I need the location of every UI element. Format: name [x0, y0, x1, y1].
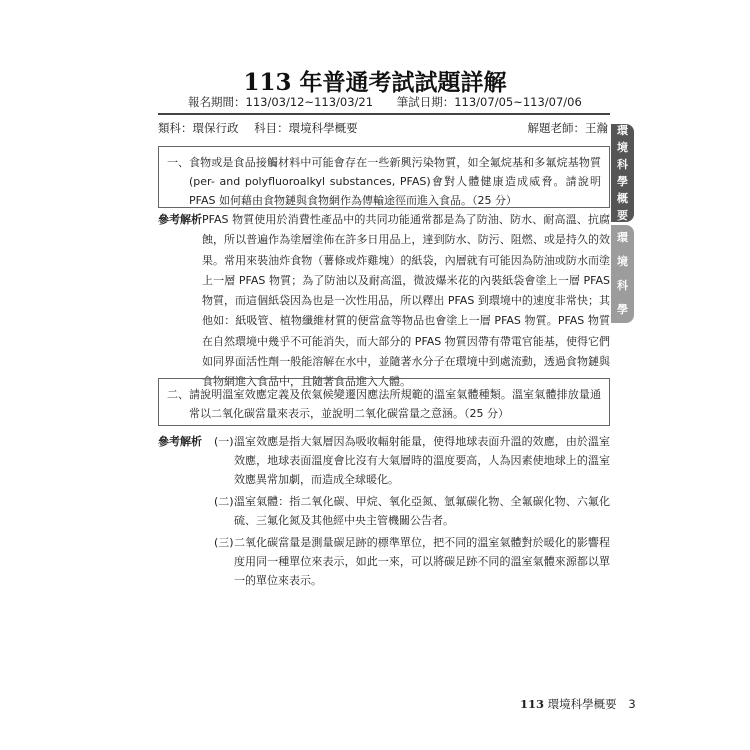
page-footer	[520, 696, 636, 712]
category: 類科：環保行政	[158, 121, 239, 135]
registration-period: 報名期間：113/03/12~113/03/21	[188, 95, 374, 109]
question-box-2	[158, 378, 610, 426]
answer-text: PFAS 物質使用於消費性產品中的共同功能通常都是為了防油、防水、耐高溫、抗腐蝕，所以普遍作為塗層塗佈在許多日用品上，達到防水、防污、阻燃、或是持久的效果。常用來裝油炸食物（薯條或炸雞塊）的紙袋，內層就有可能因為防油或防水而塗上一層 PFAS 物質；為了防油以及耐高溫，微波爆米花的內裝紙袋會塗上一層 PFAS 物質，而這個紙袋因為也是一次性用品，所以釋出 PFAS 到環境中的速度非常快；其他如：紙吸管、植物纖維材質的便當盒等物品也會塗上一層 PFAS 物質。PFAS 物質在自然環境中幾乎不可能消失，而大部分的 PFAS 物質因帶有帶電官能基，使得它們如同界面活性劑一般能溶解在水中，並隨著水分子在環境中到處流動，透過食物鏈與食物網進入食品中，且隨著食品進入人體。	[202, 213, 610, 389]
footer-book: 113	[520, 697, 545, 711]
page-title: 113 年普通考試試題詳解	[243, 69, 507, 96]
side-tab-char: 學	[617, 175, 628, 188]
item-text: 二氧化碳當量是測量碳足跡的標準單位，把不同的溫室氣體對於暖化的影響程度用同一種單位來表示，如此一來，可以將碳足跡不同的溫室氣體來源都以單一的單位來表示。	[234, 536, 610, 587]
side-tab-char: 科	[617, 158, 628, 171]
answer-1	[158, 210, 610, 393]
side-tab-char: 環	[617, 124, 628, 137]
question-number: 二、	[167, 388, 189, 401]
item-index: (一)	[214, 435, 234, 448]
written-exam-dates: 筆試日期：113/07/05~113/07/06	[396, 95, 582, 109]
side-tab-char: 境	[617, 141, 628, 154]
answer-label: 參考解析	[158, 213, 202, 226]
teacher: 解題老師：王瀚	[527, 121, 608, 135]
side-tab-char: 境	[617, 255, 628, 268]
exam-dates	[188, 94, 602, 110]
answer-item	[214, 533, 610, 590]
question-text: 食物或是食品接觸材料中可能會存在一些新興污染物質，如全氟烷基和多氟烷基物質(per- and polyfluoroalkyl substances, PFAS)會對人體健康造成威脅。請說明 PFAS 如何藉由食物鏈與食物網作為傳輸途徑而進入食品。（25 分）	[189, 156, 601, 207]
subject: 科目：環境科學概要	[254, 121, 358, 135]
answer-2	[158, 432, 610, 593]
page-number: 3	[628, 697, 636, 711]
side-tab-char: 科	[617, 279, 628, 292]
question-text: 請說明溫室效應定義及依氣候變遷因應法所規範的溫室氣體種類。溫室氣體排放量通常以二氧化碳當量來表示，並說明二氧化碳當量之意涵。（25 分）	[189, 388, 601, 420]
footer-subject: 環境科學概要	[547, 697, 617, 711]
item-text: 溫室效應是指大氣層因為吸收輻射能量，使得地球表面升溫的效應，由於溫室效應，地球表面溫度會比沒有大氣層時的溫度要高，人為因素使地球上的溫室效應異常加劇，而造成全球暖化。	[234, 435, 610, 486]
answer-label: 參考解析	[158, 435, 202, 448]
side-tab-char: 環	[617, 231, 628, 244]
answer-item	[214, 432, 610, 489]
item-index: (二)	[214, 495, 234, 508]
answer-item	[214, 492, 610, 530]
side-tab-char: 學	[617, 303, 628, 316]
item-index: (三)	[214, 536, 234, 549]
header-divider	[158, 113, 610, 115]
side-tab-active[interactable]	[611, 124, 634, 222]
side-tab-char: 要	[617, 209, 628, 222]
exam-meta	[158, 120, 610, 136]
question-number: 一、	[167, 156, 189, 169]
side-tab-char: 概	[617, 192, 628, 205]
item-text: 溫室氣體：指二氧化碳、甲烷、氧化亞氮、氫氟碳化物、全氟碳化物、六氟化硫、三氟化氮及其他經中央主管機關公告者。	[234, 495, 610, 527]
side-tab-section[interactable]	[611, 225, 634, 323]
question-box-1	[158, 146, 610, 208]
